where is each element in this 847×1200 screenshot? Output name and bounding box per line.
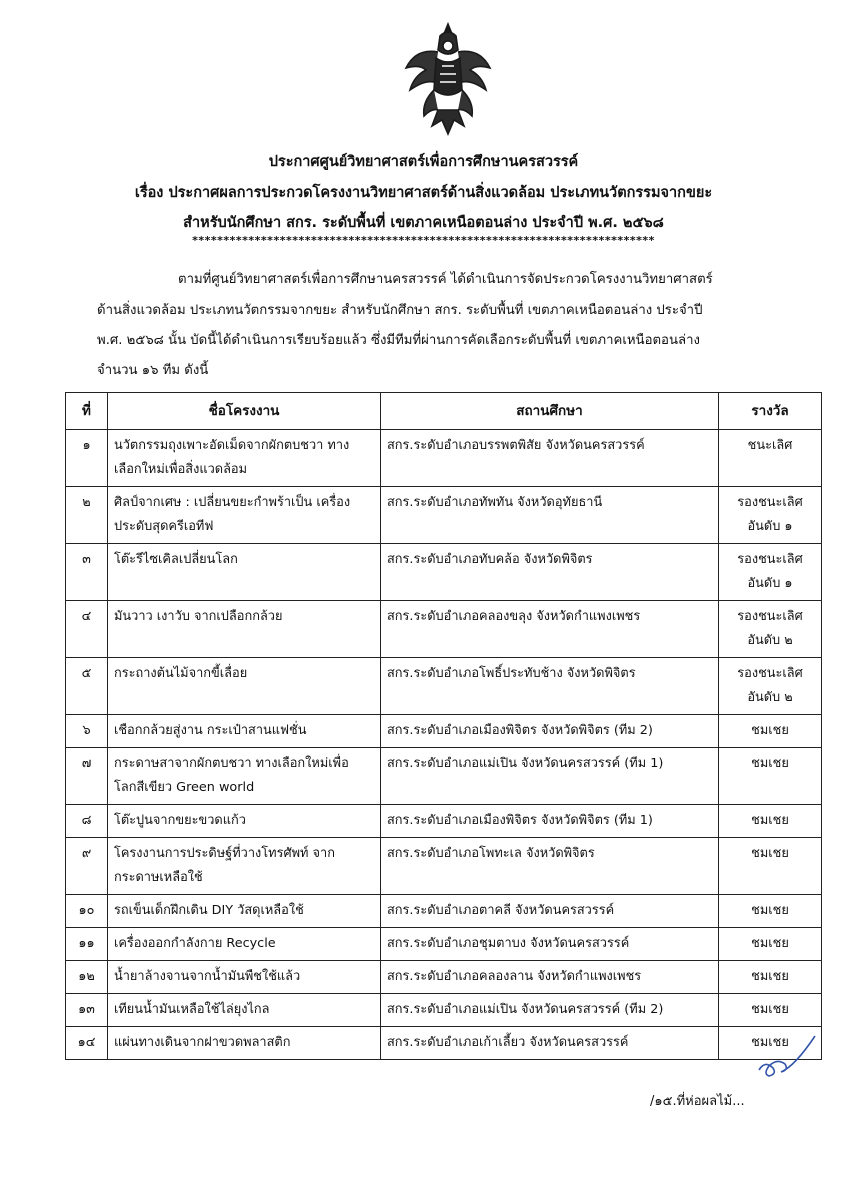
row-number: ๕ (66, 658, 108, 715)
award-level: ชมเชย (719, 994, 822, 1027)
intro-line-4: จำนวน ๑๖ ทีม ดังนี้ (97, 363, 209, 378)
table-row (66, 544, 822, 601)
row-number: ๓ (66, 544, 108, 601)
garuda-emblem-icon (402, 20, 494, 138)
header-award: รางวัล (719, 393, 822, 430)
table-row (66, 601, 822, 658)
table-row (66, 961, 822, 994)
awards-table (65, 392, 822, 1060)
row-number: ๙ (66, 838, 108, 895)
table-row (66, 895, 822, 928)
award-level: ชมเชย (719, 961, 822, 994)
award-level: ชมเชย (719, 748, 822, 805)
table-row (66, 994, 822, 1027)
announcement-title: ประกาศศูนย์วิทยาศาสตร์เพื่อการศึกษานครสวรรค์ (268, 154, 579, 170)
school-name: สกร.ระดับอำเภอแม่เปิน จังหวัดนครสวรรค์ (ทีม 1) (381, 748, 719, 805)
table-body (66, 430, 822, 1060)
signature-mark (755, 1030, 825, 1090)
header-no: ที่ (66, 393, 108, 430)
school-name: สกร.ระดับอำเภอเก้าเลี้ยว จังหวัดนครสวรรค์ (381, 1027, 719, 1060)
school-name: สกร.ระดับอำเภอคลองลาน จังหวัดกำแพงเพชร (381, 961, 719, 994)
table-row (66, 715, 822, 748)
continuation-note: /๑๕.ที่ห่อผลไม้... (650, 1094, 745, 1109)
intro-line-3: พ.ศ. ๒๕๖๘ นั้น บัดนี้ได้ดำเนินการเรียบร้อยแล้ว ซึ่งมีทีมที่ผ่านการคัดเลือกระดับพื้นที่ เขตภาคเหนือตอนล่าง (97, 333, 700, 348)
project-name: มันวาว เงาวับ จากเปลือกกล้วย (108, 601, 381, 658)
table-header-row (66, 393, 822, 430)
school-name: สกร.ระดับอำเภอชุมตาบง จังหวัดนครสวรรค์ (381, 928, 719, 961)
row-number: ๖ (66, 715, 108, 748)
row-number: ๑๐ (66, 895, 108, 928)
award-level: ชมเชย (719, 1027, 822, 1060)
project-name: นวัตกรรมถุงเพาะอัดเม็ดจากผักตบชวา ทางเลือกใหม่เพื่อสิ่งแวดล้อม (108, 430, 381, 487)
project-name: ศิลป์จากเศษ : เปลี่ยนขยะกำพร้าเป็น เครื่องประดับสุดครีเอทีฟ (108, 487, 381, 544)
award-level: รองชนะเลิศอันดับ ๒ (719, 658, 822, 715)
award-level: รองชนะเลิศอันดับ ๑ (719, 487, 822, 544)
project-name: เชือกกล้วยสู่งาน กระเป๋าสานแฟชั่น (108, 715, 381, 748)
project-name: โต๊ะรีไซเคิลเปลี่ยนโลก (108, 544, 381, 601)
announcement-audience: สำหรับนักศึกษา สกร. ระดับพื้นที่ เขตภาคเหนือตอนล่าง ประจำปี พ.ศ. ๒๕๖๘ (183, 215, 664, 231)
school-name: สกร.ระดับอำเภอบรรพตพิสัย จังหวัดนครสวรรค์ (381, 430, 719, 487)
project-name: รถเข็นเด็กฝึกเดิน DIY วัสดุเหลือใช้ (108, 895, 381, 928)
divider-stars: ************************************************************************** (192, 234, 655, 247)
school-name: สกร.ระดับอำเภอทัพทัน จังหวัดอุทัยธานี (381, 487, 719, 544)
table-row (66, 658, 822, 715)
header-project: ชื่อโครงงาน (108, 393, 381, 430)
award-level: รองชนะเลิศอันดับ ๑ (719, 544, 822, 601)
school-name: สกร.ระดับอำเภอเมืองพิจิตร จังหวัดพิจิตร (ทีม 1) (381, 805, 719, 838)
row-number: ๗ (66, 748, 108, 805)
row-number: ๑๓ (66, 994, 108, 1027)
row-number: ๘ (66, 805, 108, 838)
table-row (66, 928, 822, 961)
project-name: โต๊ะปูนจากขยะขวดแก้ว (108, 805, 381, 838)
school-name: สกร.ระดับอำเภอตาคลี จังหวัดนครสวรรค์ (381, 895, 719, 928)
row-number: ๑๒ (66, 961, 108, 994)
table-row (66, 805, 822, 838)
award-level: ชมเชย (719, 838, 822, 895)
school-name: สกร.ระดับอำเภอโพทะเล จังหวัดพิจิตร (381, 838, 719, 895)
intro-line-2: ด้านสิ่งแวดล้อม ประเภทนวัตกรรมจากขยะ สำหรับนักศึกษา สกร. ระดับพื้นที่ เขตภาคเหนือตอนล่าง ประจำปี (97, 303, 703, 318)
row-number: ๔ (66, 601, 108, 658)
award-level: ชมเชย (719, 715, 822, 748)
row-number: ๑๑ (66, 928, 108, 961)
school-name: สกร.ระดับอำเภอทับคล้อ จังหวัดพิจิตร (381, 544, 719, 601)
table-row (66, 487, 822, 544)
school-name: สกร.ระดับอำเภอแม่เปิน จังหวัดนครสวรรค์ (ทีม 2) (381, 994, 719, 1027)
project-name: น้ำยาล้างจานจากน้ำมันพืชใช้แล้ว (108, 961, 381, 994)
project-name: เครื่องออกกำลังกาย Recycle (108, 928, 381, 961)
table-row (66, 748, 822, 805)
award-level: ชมเชย (719, 895, 822, 928)
project-name: โครงงานการประดิษฐ์ที่วางโทรศัพท์ จากกระดาษเหลือใช้ (108, 838, 381, 895)
row-number: ๒ (66, 487, 108, 544)
table-row (66, 838, 822, 895)
project-name: เทียนน้ำมันเหลือใช้ไล่ยุงไกล (108, 994, 381, 1027)
row-number: ๑ (66, 430, 108, 487)
table-row (66, 1027, 822, 1060)
project-name: กระถางต้นไม้จากขี้เลื่อย (108, 658, 381, 715)
project-name: กระดาษสาจากผักตบชวา ทางเลือกใหม่เพื่อ โลกสีเขียว Green world (108, 748, 381, 805)
table-row (66, 430, 822, 487)
school-name: สกร.ระดับอำเภอคลองขลุง จังหวัดกำแพงเพชร (381, 601, 719, 658)
award-level: รองชนะเลิศอันดับ ๒ (719, 601, 822, 658)
award-level: ชมเชย (719, 928, 822, 961)
school-name: สกร.ระดับอำเภอเมืองพิจิตร จังหวัดพิจิตร (ทีม 2) (381, 715, 719, 748)
intro-line-1: ตามที่ศูนย์วิทยาศาสตร์เพื่อการศึกษานครสวรรค์ ได้ดำเนินการจัดประกวดโครงงานวิทยาศาสตร์ (178, 272, 713, 287)
header-school: สถานศึกษา (381, 393, 719, 430)
award-level: ชมเชย (719, 805, 822, 838)
award-level: ชนะเลิศ (719, 430, 822, 487)
project-name: แผ่นทางเดินจากฝาขวดพลาสติก (108, 1027, 381, 1060)
school-name: สกร.ระดับอำเภอโพธิ์ประทับช้าง จังหวัดพิจิตร (381, 658, 719, 715)
row-number: ๑๔ (66, 1027, 108, 1060)
announcement-subject: เรื่อง ประกาศผลการประกวดโครงงานวิทยาศาสตร์ด้านสิ่งแวดล้อม ประเภทนวัตกรรมจากขยะ (134, 185, 713, 201)
